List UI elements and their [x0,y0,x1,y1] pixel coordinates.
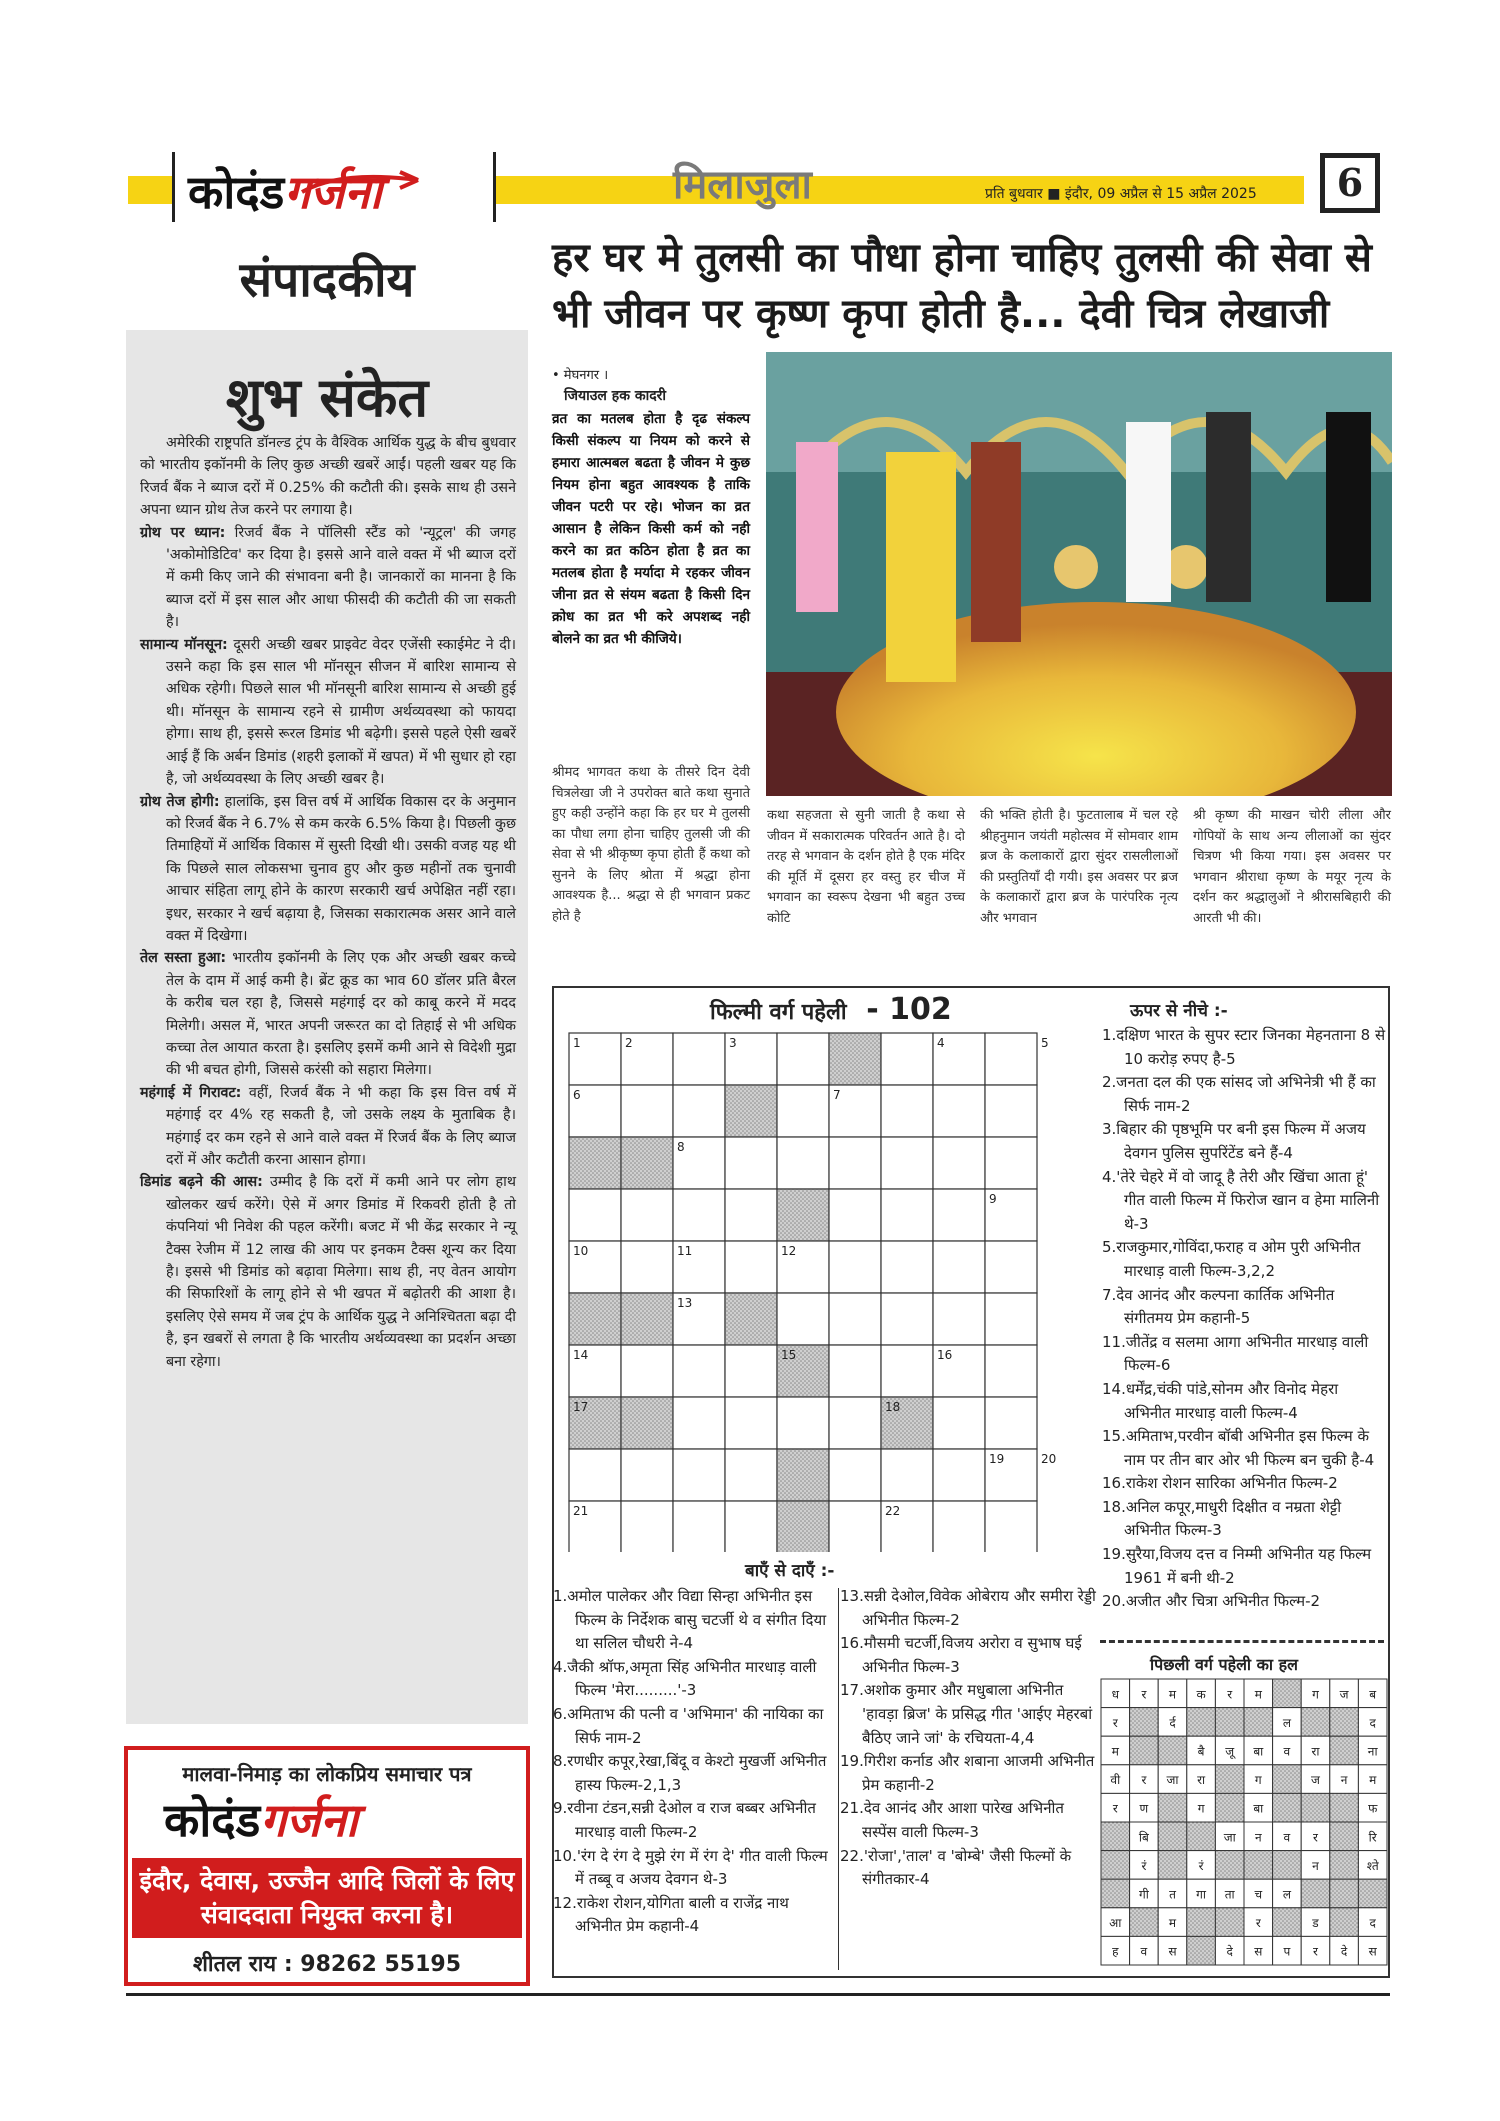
solution-letter: र [1255,1916,1261,1931]
clue-item: 13.सन्नी देओल,विवेक ओबेराय और समीरा रेड्डी अभिनीत फिल्म-2 [840,1587,1096,1629]
ad-logo-part1: कोदंड [164,1793,261,1847]
grid-number: 20 [1041,1452,1057,1466]
solution-cell-blocked [1273,1765,1302,1794]
article-column-1: श्रीमद भागवत कथा के तीसरे दिन देवी चित्रलेखा जी ने उपरोक्त बाते कथा सुनाते हुए कही उन्होंने कहा कि हर घर मे तुलसी का पौधा लगा होना चाहिए तुलसी जी की सेवा से भी श्रीकृष्ण कृपा होती हैं कथा को सुनने के लिए श्रोता में श्रद्धा होना आवश्यक है... श्रद्धा से ही भगवान प्रकट होते है [552,765,750,924]
grid-number: 19 [989,1452,1005,1466]
grid-cell [725,1501,777,1552]
article-byline: जियाउल हक कादरी [564,388,667,404]
solution-letter: गी [1138,1887,1149,1902]
clue-item: 1.अमोल पालेकर और विद्या सिन्हा अभिनीत इस फिल्म के निर्देशक बासु चटर्जी थे व संगीत दिया था सलिल चौधरी ने-4 [553,1587,827,1653]
grid-number: 15 [781,1348,797,1362]
grid-cell [829,1345,881,1397]
grid-cell [777,1293,829,1345]
grid-cell [621,1241,673,1293]
grid-cell [881,1189,933,1241]
solution-cell-blocked [1187,1936,1216,1965]
grid-cell-blocked [621,1293,673,1345]
grid-cell [985,1137,1037,1189]
solution-letter: जू [1225,1744,1235,1759]
solution-letter: म [1254,1687,1262,1702]
solution-letter: न [1340,1773,1348,1788]
solution-cell-blocked [1215,1793,1244,1822]
solution-cell-blocked [1158,1822,1187,1851]
grid-cell [985,1033,1037,1085]
grid-number: 13 [677,1296,693,1310]
grid-cell [933,1241,985,1293]
solution-letter: व [1283,1744,1291,1759]
grid-cell [725,1137,777,1189]
solution-letter: ग [1254,1773,1262,1788]
solution-letter: र [1313,1944,1318,1959]
clue-item: 22.'रोजा','ताल' व 'बोम्बे' जैसी फिल्मों के संगीतकार-4 [840,1846,1072,1889]
grid-cell [777,1085,829,1137]
solution-letter: स [1368,1944,1377,1959]
solution-cell-blocked [1101,1822,1130,1851]
solution-letter: रि [1368,1830,1377,1845]
solution-letter: ल [1282,1715,1291,1730]
grid-cell [673,1345,725,1397]
page-number: 6 [1320,153,1380,213]
clue-item: 1.दक्षिण भारत के सुपर स्टार जिनका मेहनताना 8 से 10 करोड़ रुपए है-5 [1102,1026,1386,1068]
solution-letter: ड [1312,1916,1319,1931]
solution-cell-blocked [1273,1851,1302,1880]
clue-column-divider [838,1588,839,1970]
solution-letter: र [1141,1687,1147,1702]
clue-item: 7.देव आनंद और कल्पना कार्तिक अभिनीत संगीतमय प्रेम कहानी-5 [1102,1285,1335,1328]
solution-cell-blocked [1244,1708,1273,1737]
editorial-section-text: वहीं, रिजर्व बैंक ने भी कहा कि इस वित्त वर्ष में महंगाई दर 4% रह सकती है, जो उसके लक्ष्य के मुताबिक है। महंगाई दर कम रहने से आने वाले वक्त में रिजर्व बैंक के लिए ब्याज दरों में और कटौती करना आसान होगा। [166,1084,517,1168]
solution-letter: ह [1112,1944,1119,1959]
grid-cell [881,1137,933,1189]
solution-letter: ज [1311,1773,1320,1788]
clue-item: 8.रणधीर कपूर,रेखा,बिंदू व केश्टो मुखर्जी अभिनीत हास्य फिल्म-2,1,3 [553,1752,827,1794]
solution-cell-blocked [1273,1908,1302,1937]
solution-cell-blocked [1101,1851,1130,1880]
editorial-section-text: उम्मीद है कि दरों में कमी आने पर लोग हाथ खोलकर खर्च करेंगे। ऐसे में अगर डिमांड में रिकवरी होती है तो कंपनियां भी निवेश की पहल करेंगी। बजट में भी केंद्र सरकार ने न्यू टैक्स रेजीम में 12 लाख की आय पर इनकम टैक्स शून्य कर दिया है। इससे भी डिमांड को बढ़ावा मिलेगा। साथ ही, नए वेतन आयोग की सिफारिशों के लागू होने से भी खपत में बढ़ोतरी की आशा है। इसलिए ऐसे समय में जब ट्रंप के आर्थिक युद्ध ने अनिश्चितता बढ़ा दी है, इन खबरों से लगता है कि भारतीय अर्थव्यवस्था का प्रदर्शन अच्छा बना रहेगा। [166,1174,516,1370]
editorial-section-label: महंगाई में गिरावट: [140,1084,242,1101]
solution-cell-blocked [1158,1793,1187,1822]
solution-cell-blocked [1330,1851,1359,1880]
solution-letter: न [1254,1830,1262,1845]
crossword-title-text: फिल्मी वर्ग पहेली [710,1000,847,1025]
clue-item: 16.मौसमी चटर्जी,विजय अरोरा व सुभाष घई अभिनीत फिल्म-3 [840,1634,1082,1676]
grid-cell [829,1449,881,1501]
solution-letter: ल [1282,1887,1291,1902]
solution-letter: रं [1198,1858,1204,1873]
grid-number: 8 [677,1140,685,1154]
solution-letter: गा [1196,1887,1207,1902]
grid-cell [777,1033,829,1085]
section-name: मिलाजुला [673,162,812,208]
dateline: प्रति बुधवार ■ इंदौर, 09 अप्रैल से 15 अप्रैल 2025 [985,186,1257,202]
clue-item: 16.राकेश रोशन सारिका अभिनीत फिल्म-2 [1102,1474,1338,1493]
solution-letter: त [1169,1887,1176,1902]
solution-letter: न [1312,1858,1319,1873]
crossword-grid [568,1032,1098,1552]
clue-item: 5.राजकुमार,गोविंदा,फराह व ओम पुरी अभिनीत मारधाड़ वाली फिल्म-3,2,2 [1102,1238,1361,1280]
grid-cell [933,1189,985,1241]
solution-letter: ध [1111,1687,1119,1702]
grid-cell [933,1085,985,1137]
grid-cell [985,1085,1037,1137]
grid-cell [673,1033,725,1085]
grid-cell [621,1345,673,1397]
grid-cell [829,1241,881,1293]
grid-number: 2 [625,1036,633,1050]
grid-cell [829,1293,881,1345]
solution-cell-blocked [1215,1908,1244,1937]
grid-cell [985,1241,1037,1293]
grid-cell [881,1085,933,1137]
solution-cell-blocked [1301,1708,1330,1737]
crossword-title [710,992,952,1027]
solution-title: पिछली वर्ग पहेली का हल [1150,1655,1298,1674]
solution-letter: रं [1141,1858,1147,1873]
editorial-section-label: सामान्य मॉनसून: [140,636,228,653]
solution-letter: ग [1312,1687,1319,1702]
solution-cell-blocked [1158,1851,1187,1880]
editorial-heading: संपादकीय [239,252,415,308]
grid-number: 16 [937,1348,953,1362]
solution-cell-blocked [1130,1708,1159,1737]
clue-item: 10.'रंग दे रंग दे मुझे रंग में रंग दे' गीत वाली फिल्म में तब्बू व अजय देवगन थे-3 [553,1846,828,1889]
clue-item: 4.जैकी श्रॉफ,अमृता सिंह अभिनीत मारधाड़ वाली फिल्म 'मेरा.........'-3 [553,1657,817,1700]
down-clues-heading: ऊपर से नीचे :- [1130,1001,1228,1021]
editorial-title: शुभ संकेत [225,365,429,429]
solution-letter: र [1227,1687,1233,1702]
clue-item: 19.सुरैया,विजय दत्त व निम्मी अभिनीत यह फिल्म 1961 में बनी थी-2 [1102,1545,1372,1587]
grid-cell [829,1501,881,1552]
solution-cell-blocked [1187,1822,1216,1851]
grid-cell [673,1397,725,1449]
editorial-section-text: हालांकि, इस वित्त वर्ष में आर्थिक विकास दर के अनुमान को रिजर्व बैंक ने 6.7% से कम करके 6.5% किया है। पिछली कुछ तिमाहियों में आर्थिक विकास में सुस्ती दिखी थी। उसकी वजह यह थी कि पिछले साल लोकसभा चुनाव हुए और कुछ महीनों तक चुनावी आचार संहिता लागू होने के कारण सरकारी खर्च अपेक्षित नहीं रहा। इधर, सरकार ने खर्च बढ़ाया है, जिसका सकारात्मक असर आने वाले वक्त में दिखेगा। [166,793,516,944]
solution-cell-blocked [1273,1679,1302,1708]
grid-cell [621,1449,673,1501]
grid-number: 3 [729,1036,737,1050]
clue-item: 20.अजीत और चित्रा अभिनीत फिल्म-2 [1102,1592,1321,1611]
solution-letter: वी [1110,1773,1121,1788]
editorial-sections [140,522,516,1373]
solution-letter: र [1313,1830,1318,1845]
solution-letter: ब [1369,1687,1377,1702]
solution-cell-blocked [1330,1822,1359,1851]
grid-cell-blocked [621,1137,673,1189]
article-dateline: • मेघनगर । [552,368,609,383]
logo-part1: कोदंड [188,165,285,219]
solution-letter: र [1141,1773,1147,1788]
grid-number: 12 [781,1244,797,1258]
grid-number: 14 [573,1348,589,1362]
solution-cell-blocked [1101,1879,1130,1908]
solution-letter: च [1254,1887,1263,1902]
article-headline: हर घर मे तुलसी का पौधा होना चाहिए तुलसी की सेवा से भी जीवन पर कृष्ण कृपा होती है... देवी चित्र लेखाजी [552,235,1372,337]
grid-cell [673,1501,725,1552]
solution-cell-blocked [1330,1793,1359,1822]
editorial-section-label: ग्रोथ पर ध्यान: [140,524,226,541]
grid-cell [881,1449,933,1501]
article-column-2: कथा सहजता से सुनी जाती है कथा से जीवन में सकारात्मक परिवर्तन आते है। दो तरह से भगवान के दर्शन होते है एक मंदिर की मूर्ति में दूसरा हर वस्तु हर चीज में भगवान का स्वरूप देखना भी बहुत उच्च कोटि [767,808,965,926]
solution-letter: बा [1253,1744,1264,1759]
grid-number: 18 [885,1400,901,1414]
solution-letter: म [1111,1744,1119,1759]
grid-cell-blocked [621,1397,673,1449]
solution-letter: म [1168,1916,1177,1931]
article-column-4: श्री कृष्ण की माखन चोरी लीला और गोपियों के साथ अन्य लीलाओं का सुंदर चित्रण भी किया गया। इस अवसर पर भगवान श्रीराधा कृष्ण के मयूर नृत्य के दर्शन कर श्रद्धालुओं ने श्रीरासबिहारी की आरती भी की। [1193,808,1391,926]
grid-number: 17 [573,1400,589,1414]
grid-cell-blocked [777,1189,829,1241]
solution-letter: र्द [1169,1715,1176,1730]
editorial-intro: अमेरिकी राष्ट्रपति डॉनल्ड ट्रंप के वैश्विक आर्थिक युद्ध के बीच बुधवार को भारतीय इकॉनमी के लिए कुछ अच्छी खबरें आईं। पहली खबर यह कि रिजर्व बैंक ने ब्याज दरों में 0.25% की कटौती की। इसके साथ ही उसने अपना ध्यान ग्रोथ तेज करने पर लगाया है। [140,435,516,519]
grid-cell-blocked [777,1449,829,1501]
grid-cell [985,1293,1037,1345]
grid-number: 1 [573,1036,581,1050]
clue-item: 11.जीतेंद्र व सलमा आगा अभिनीत मारधाड़ वाली फिल्म-6 [1102,1332,1369,1375]
solution-letter: जा [1223,1830,1236,1845]
grid-cell [933,1137,985,1189]
clue-item: 4.'तेरे चेहरे में वो जादू है तेरी और खिंचा आता हूं' गीत वाली फिल्म में फिरोज खान व हेमा मालिनी थे-3 [1102,1167,1380,1233]
grid-cell [725,1189,777,1241]
solution-cell-blocked [1330,1708,1359,1737]
solution-cell-blocked [1358,1879,1387,1908]
ad-tagline: मालवा-निमाड़ का लोकप्रिय समाचार पत्र [182,1762,472,1786]
crossword-number: - 102 [866,992,952,1027]
down-clues [1102,1024,1386,1614]
solution-letter: जा [1166,1773,1179,1788]
grid-number: 4 [937,1036,945,1050]
grid-number: 5 [1041,1036,1049,1050]
across-clues-left [553,1585,835,1939]
editorial-section-text: भारतीय इकॉनमी के लिए एक और अच्छी खबर कच्चे तेल के दाम में आई कमी है। ब्रेंट क्रूड का भाव 60 डॉलर प्रति बैरल के करीब चल रहा है, जिससे महंगाई दर को काबू करने में मदद मिलेगी। असल में, भारत अपनी जरूरत का दो तिहाई से भी अधिक कच्चा तेल आयात करता है। इसलिए इसमें कमी आने से विदेशी मुद्रा की भी बचत होगी, जिससे करंसी को सहारा मिलेगा। [166,950,516,1079]
solution-letter: बि [1138,1830,1149,1845]
solution-letter: दे [1226,1944,1233,1959]
grid-cell [777,1397,829,1449]
clue-item: 2.जनता दल की एक सांसद जो अभिनेत्री भी हैं का सिर्फ नाम-2 [1102,1073,1376,1115]
solution-letter: ता [1224,1887,1235,1902]
grid-cell [933,1397,985,1449]
solution-cell-blocked [1273,1793,1302,1822]
solution-cell-blocked [1244,1851,1273,1880]
solution-letter: ज [1339,1687,1349,1702]
solution-letter: दे [1340,1944,1348,1959]
solution-cell-blocked [1158,1736,1187,1765]
grid-number: 7 [833,1088,841,1102]
grid-cell [621,1189,673,1241]
solution-letter: बा [1253,1801,1264,1816]
solution-letter: श्ते [1366,1858,1379,1873]
clue-item: 15.अमिताभ,परवीन बॉबी अभिनीत इस फिल्म के नाम पर तीन बार ओर भी फिल्म बन चुकी है-4 [1102,1427,1375,1469]
grid-number: 11 [677,1244,693,1258]
solution-letter: स [1168,1944,1177,1959]
solution-cell-blocked [1215,1708,1244,1737]
clue-item: 12.राकेश रोशन,योगिता बाली व राजेंद्र नाथ अभिनीत प्रेम कहानी-4 [553,1893,789,1936]
clue-item: 3.बिहार की पृष्ठभूमि पर बनी इस फिल्म में अजय देवगन पुलिस सुपरिंटेंड बने हैं-4 [1102,1120,1366,1162]
editorial-body [140,432,516,1373]
grid-cell-blocked [829,1033,881,1085]
editorial-section [140,634,516,791]
solution-letter: म [1168,1687,1177,1702]
grid-cell [569,1449,621,1501]
grid-number: 22 [885,1504,901,1518]
solution-letter: म [1369,1773,1377,1788]
editorial-section-label: डिमांड बढ़ने की आस: [140,1174,263,1191]
solution-letter: प [1283,1944,1291,1959]
solution-letter: बै [1197,1744,1205,1759]
clue-item: 18.अनिल कपूर,माधुरी दिक्षीत व नम्रता शेट्टी अभिनीत फिल्म-3 [1102,1497,1342,1540]
grid-number: 21 [573,1504,589,1518]
solution-cell-blocked [1301,1879,1330,1908]
solution-letter: स [1254,1944,1263,1959]
grid-cell [985,1397,1037,1449]
article-column-3: की भक्ति होती है। फुटतालाब में चल रहे श्रीहनुमान जयंती महोत्सव में सोमवार शाम ब्रज के कलाकारों द्वारा सुंदर रासलीलाओं की प्रस्तुतियाँ दी गयी। इस अवसर पर ब्रज के कलाकारों द्वारा ब्रज के पारंपरिक नृत्य और भगवान [980,808,1178,926]
clue-item: 6.अमिताभ की पत्नी व 'अभिमान' की नायिका का सिर्फ नाम-2 [553,1704,824,1747]
event-photo [766,352,1392,796]
grid-cell-blocked [725,1293,777,1345]
arrow-logo-icon [300,162,420,202]
grid-cell [985,1345,1037,1397]
solution-letter: रा [1311,1744,1320,1759]
editorial-section-text: रिजर्व बैंक ने पॉलिसी स्टैंड को 'न्यूट्रल' की जगह 'अकोमोडिटिव' कर दिया है। इससे आने वाले वक्त में भी ब्याज दरों में कमी किए जाने की संभावना बनी है। जानकारों का मानना है कि ब्याज दरों में इस साल और आधा फीसदी की कटौती की जा सकती है। [166,524,516,631]
solution-letter: द [1369,1916,1376,1931]
ad-contact: शीतल राय : 98262 55195 [192,1952,462,1977]
grid-cell-blocked [777,1501,829,1552]
grid-number: 10 [573,1244,589,1258]
grid-cell [829,1189,881,1241]
solution-cell-blocked [1187,1708,1216,1737]
solution-letter: व [1283,1830,1291,1845]
ad-logo [164,1788,358,1850]
solution-letter: व [1140,1944,1148,1959]
grid-cell [569,1189,621,1241]
editorial-section [140,1171,516,1373]
grid-cell [881,1241,933,1293]
solution-grid [1100,1678,1390,1978]
grid-cell [621,1085,673,1137]
solution-letter: ग [1197,1801,1205,1816]
grid-cell [933,1449,985,1501]
grid-cell [725,1345,777,1397]
article-lead: व्रत का मतलब होता है दृढ संकल्प किसी संकल्प या नियम को करने से हमारा आत्मबल बढता है जीवन मे कुछ नियम होना बहुत आवश्यक है ताकि जीवन पटरी पर रहे। भोजन का व्रत आसान है लेकिन किसी कर्म को नही करने का व्रत कठिन होता है व्रत का मतलब होता है मर्यादा मे रहकर जीवन जीना व्रत से संयम बढता है किसी दिन क्रोध का व्रत भी करे अपशब्द नही बोलने का व्रत भी कीजिये। [552,411,750,647]
grid-cell-blocked [569,1137,621,1189]
grid-cell [673,1189,725,1241]
solution-cell-blocked [1301,1793,1330,1822]
across-clues-right [840,1585,1102,1892]
grid-cell-blocked [569,1293,621,1345]
solution-cell-blocked [1215,1765,1244,1794]
solution-letter: आ [1109,1916,1122,1931]
grid-cell [933,1293,985,1345]
solution-cell-blocked [1187,1908,1216,1937]
grid-number: 9 [989,1192,997,1206]
clue-item: 17.अशोक कुमार और मधुबाला अभिनीत 'हावड़ा ब्रिज' के प्रसिद्ध गीत 'आईए मेहरबां बैठिए जाने जां' के रचियता-4,4 [840,1681,1093,1747]
solution-letter: र [1112,1801,1118,1816]
grid-cell [725,1397,777,1449]
grid-cell [673,1085,725,1137]
clue-item: 19.गिरीश कर्नाड और शबाना आजमी अभिनीत प्रेम कहानी-2 [840,1752,1095,1794]
grid-cell [881,1033,933,1085]
bottom-rule [126,1993,1390,1996]
dashed-divider [1100,1640,1384,1643]
solution-cell-blocked [1130,1908,1159,1937]
editorial-section [140,947,516,1081]
across-clues-heading: बाएँ से दाएँ :- [745,1561,835,1581]
solution-cell-blocked [1130,1736,1159,1765]
clue-item: 9.रवीना टंडन,सन्नी देओल व राज बब्बर अभिनीत मारधाड़ वाली फिल्म-2 [553,1799,816,1841]
solution-letter: रा [1197,1773,1206,1788]
grid-cell [725,1449,777,1501]
grid-cell [881,1345,933,1397]
grid-cell [725,1241,777,1293]
solution-letter: ण [1139,1801,1149,1816]
solution-cell-blocked [1215,1851,1244,1880]
ad-banner-text: इंदौर, देवास, उज्जैन आदि जिलों के लिए संवाददाता नियुक्त करना है। [139,1866,515,1929]
grid-cell [621,1501,673,1552]
grid-cell [933,1501,985,1552]
solution-letter: फ [1368,1801,1378,1816]
solution-letter: र [1112,1715,1118,1730]
grid-cell-blocked [725,1085,777,1137]
editorial-section [140,1082,516,1172]
solution-cell-blocked [1330,1736,1359,1765]
clue-item: 21.देव आनंद और आशा पारेख अभिनीत सस्पेंस वाली फिल्म-3 [840,1799,1064,1841]
grid-number: 6 [573,1088,581,1102]
grid-cell [985,1501,1037,1552]
ad-logo-part2: गर्जना [260,1793,358,1847]
grid-cell [829,1397,881,1449]
grid-cell [881,1293,933,1345]
editorial-section-text: दूसरी अच्छी खबर प्राइवेट वेदर एजेंसी स्काईमेट ने दी। उसने कहा कि इस साल भी मॉनसून सीजन में बारिश सामान्य से अधिक रहेगी। पिछले साल भी मॉनसूनी बारिश सामान्य से अच्छी हुई थी। मॉनसून के सामान्य रहने से ग्रामीण अर्थव्यवस्था को फायदा होगा। साथ ही, इससे रूरल डिमांड भी बढ़ेगी। इससे पहले ऐसी खबरें आई हैं कि अर्बन डिमांड (शहरी इलाकों में खपत) में भी सुधार हो रहा है, जो अर्थव्यवस्था के लिए अच्छी खबर है। [166,636,516,788]
solution-letter: क [1196,1687,1206,1702]
solution-cell-blocked [1330,1908,1359,1937]
solution-cell-blocked [1330,1879,1359,1908]
clue-item: 14.धर्मेंद्र,चंकी पांडे,सोनम और विनोद मेहरा अभिनीत मारधाड़ वाली फिल्म-4 [1102,1379,1339,1422]
editorial-section [140,522,516,634]
grid-cell [829,1137,881,1189]
editorial-section [140,791,516,948]
editorial-section-label: ग्रोथ तेज होगी: [140,793,220,810]
grid-cell [777,1137,829,1189]
editorial-section-label: तेल सस्ता हुआ: [140,950,227,967]
logo-part2: गर्जना [284,165,382,219]
solution-letter: ना [1367,1744,1378,1759]
solution-letter: द [1369,1715,1376,1730]
grid-cell [673,1449,725,1501]
